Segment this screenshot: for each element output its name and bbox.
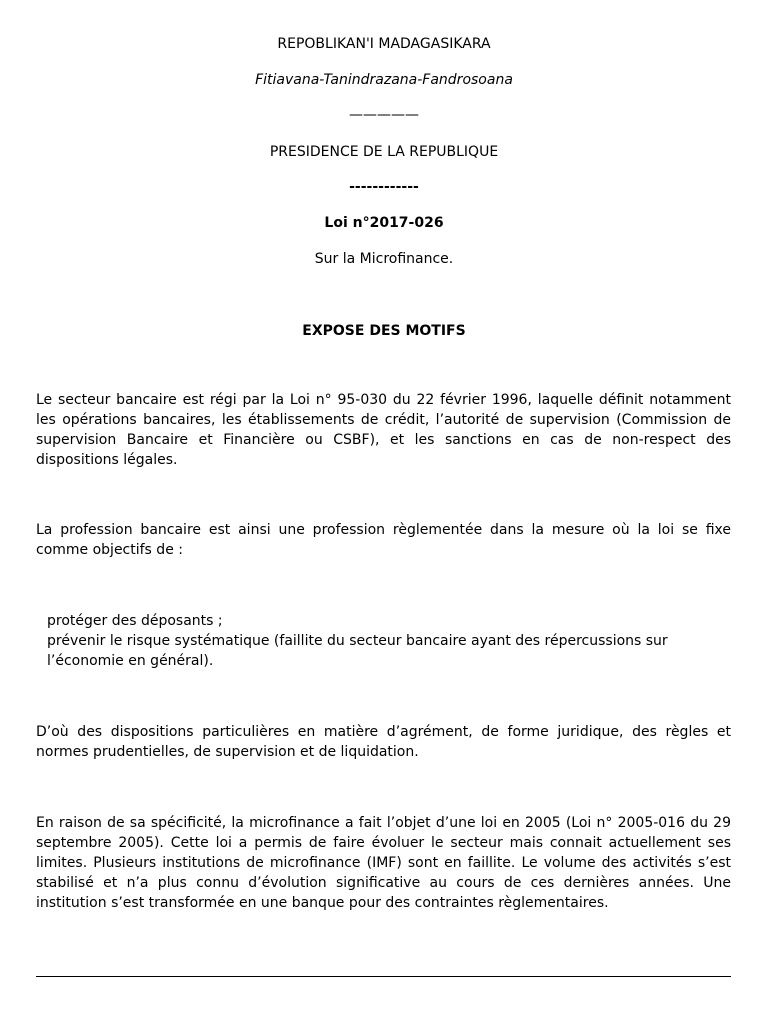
header-separator-hyphens: ------------ — [349, 179, 419, 195]
list-item: l’économie en général). — [47, 653, 214, 669]
institution-name: PRESIDENCE DE LA REPUBLIQUE — [269, 144, 499, 160]
law-number: Loi n°2017-026 — [324, 215, 444, 231]
national-motto: Fitiavana-Tanindrazana-Fandrosoana — [255, 72, 513, 88]
paragraph-banking-law — [36, 390, 731, 470]
paragraph-microfinance — [36, 813, 731, 913]
footer-divider — [36, 976, 731, 977]
paragraph-text: D’où des dispositions particulières en matière d’agrément, de forme juridique, des règles et normes prudentielles, de supervision et de liquidation. — [36, 724, 731, 760]
list-item: protéger des déposants ; — [47, 613, 223, 629]
paragraph-profession — [36, 520, 731, 560]
objectives-list — [47, 611, 731, 671]
paragraph-provisions — [36, 722, 731, 762]
section-title: EXPOSE DES MOTIFS — [302, 323, 466, 339]
list-item: prévenir le risque systématique (faillite du secteur bancaire ayant des répercussions sur — [47, 633, 668, 649]
paragraph-text: En raison de sa spécificité, la microfinance a fait l’objet d’une loi en 2005 (Loi n° 2005-016 du 29 septembre 2005). Cette loi a permis de faire évoluer le secteur mais connait actuellement ses limites. Plusieurs institutions de microfinance (IMF) sont en faillite. Le volume des activités s’est stabilisé et n’a plus connu d’évolution significative au cours de ces dernières années. Une institution s’est transformée en une banque pour des contraintes règlementaires. — [36, 815, 731, 911]
law-subject: Sur la Microfinance. — [314, 251, 454, 267]
country-name: REPOBLIKAN'I MADAGASIKARA — [277, 36, 491, 52]
paragraph-text: Le secteur bancaire est régi par la Loi n° 95-030 du 22 février 1996, laquelle définit notamment les opérations bancaires, les établissements de crédit, l’autorité de supervision (Commission de supervision Bancaire et Financière ou CSBF), et les sanctions en cas de non-respect des dispositions légales. — [36, 392, 731, 468]
header-separator-dash: ————— — [349, 107, 419, 123]
paragraph-text: La profession bancaire est ainsi une profession règlementée dans la mesure où la loi se fixe comme objectifs de : — [36, 522, 731, 558]
